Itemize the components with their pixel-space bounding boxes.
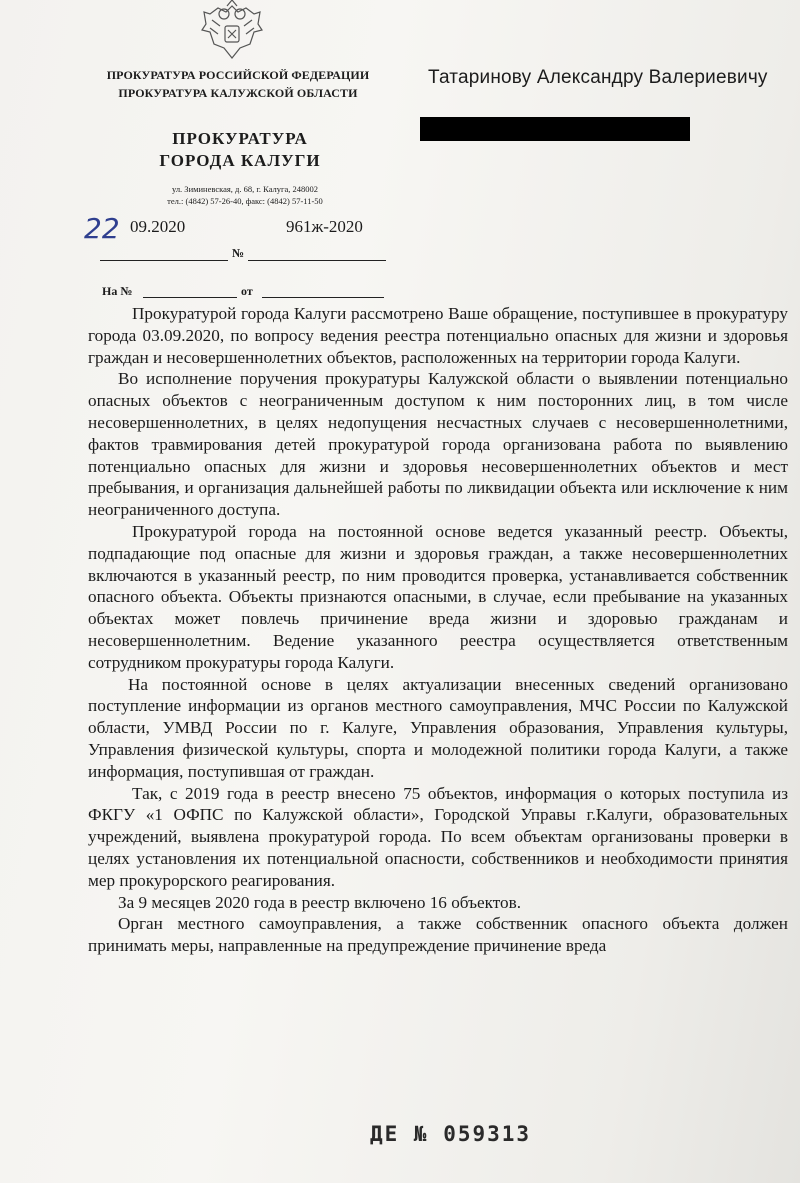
org-line-1: ПРОКУРАТУРА РОССИЙСКОЙ ФЕДЕРАЦИИ (106, 68, 370, 82)
office-name-line-1: ПРОКУРАТУРА (172, 129, 308, 148)
date-month-year: 09.2020 (130, 217, 186, 236)
reference-number-label: На № (102, 284, 133, 298)
body-paragraph-4: На постоянной основе в целях актуализации внесенных сведений организовано поступление информации из органов местного самоуправления, МЧС России по Калужской области, УМВД России по г. Калуге, Управления образования, Управления культуры, Управления физической культуры, спорта и молодежной политики города Калуги, а также информация, поступившая от граждан. (88, 674, 788, 781)
handwritten-date-day: 22 (84, 212, 120, 245)
reference-number-line (143, 297, 237, 298)
reference-date-line (262, 297, 384, 298)
form-serial-number: ДЕ № 059313 (370, 1122, 532, 1146)
body-paragraph-6: За 9 месяцев 2020 года в реестр включено 16 объектов. (118, 892, 522, 912)
date-underline (100, 260, 228, 261)
coat-of-arms-emblem (196, 0, 268, 62)
number-underline (248, 260, 386, 261)
number-label: № (232, 246, 245, 260)
recipient-name: Татаринову Александру Валериевичу (428, 67, 768, 88)
org-line-2: ПРОКУРАТУРА КАЛУЖСКОЙ ОБЛАСТИ (118, 86, 358, 100)
body-paragraph-5: Так, с 2019 года в реестр внесено 75 объектов, информация о которых поступила из ФКГУ «1 ОФПС по Калужской области», Городской Управы г.Калуги, образовательных учреждений, выявлена прокуратурой города. По всем объектам организованы проверки в целях установления их потенциальной опасности, собственников и необходимости принятия мер прокурорского реагирования. (88, 783, 788, 890)
body-paragraph-1: Прокуратурой города Калуги рассмотрено Ваше обращение, поступившее в прокуратуру города 03.09.2020, по вопросу ведения реестра потенциально опасных для жизни и здоровья граждан и несовершеннолетних объектов, расположенных на территории города Калуги. (88, 304, 788, 367)
body-paragraph-3: Прокуратурой города на постоянной основе ведется указанный реестр. Объекты, подпадающие под опасные для жизни и здоровья граждан, а также несовершеннолетних включаются в указанный реестр, по ним проводится проверка, устанавливается собственник опасного объекта. Объекты признаются опасными, в случае, если пребывание на указанных объектах может повлечь причинение вреда жизни и здоровью гражданам и несовершеннолетним. Ведение указанного реестра осуществляется ответственным сотрудником прокуратуры города Калуги. (88, 521, 788, 672)
body-paragraph-2: Во исполнение поручения прокуратуры Калужской области о выявлении потенциально опасных объектов с неограниченным доступом к ним посторонних лиц, в том числе несовершеннолетних, в целях недопущения несчастных случаев с несовершеннолетними, фактов травмирования детей прокуратурой города организована работа по выявлению потенциально опасных для жизни и здоровья несовершеннолетних объектов и мест пребывания, и организация дальнейшей работы по ликвидации объекта или исключение к ним неограниченного доступа. (88, 369, 788, 520)
reference-date-label: от (241, 284, 253, 298)
body-paragraph-7: Орган местного самоуправления, а также собственник опасного объекта должен принимать меры, направленные на предупреждение причинение вреда (88, 914, 788, 956)
letter-body (88, 303, 788, 957)
registration-number: 961ж-2020 (286, 217, 363, 236)
office-name-line-2: ГОРОДА КАЛУГИ (159, 151, 321, 170)
redacted-address-bar (420, 117, 690, 141)
office-phones: тел.: (4842) 57-26-40, факс: (4842) 57-11-50 (167, 196, 323, 206)
office-address: ул. Зиминевская, д. 68, г. Калуга, 248002 (171, 184, 319, 194)
